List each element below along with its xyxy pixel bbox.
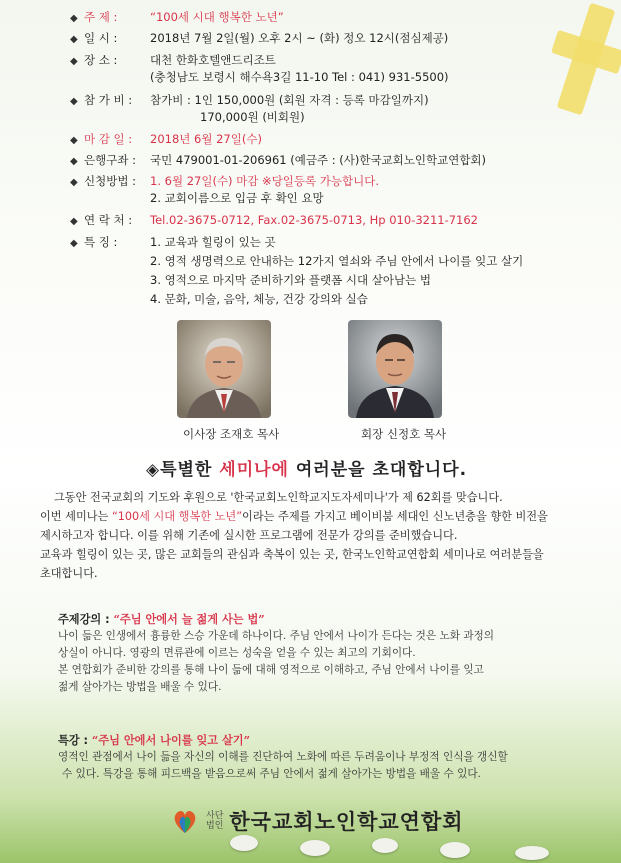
sheep-decoration xyxy=(372,838,398,853)
info-apply: ◆ 신청방법 : 1. 6월 27일(수) 마감 ※당일등록 가능합니다. xyxy=(70,173,379,191)
diamond-icon: ◆ xyxy=(70,13,78,24)
sheep-decoration xyxy=(515,846,549,860)
diamond-icon: ◆ xyxy=(70,34,78,45)
diamond-icon: ◆ xyxy=(70,238,78,249)
info-deadline: ◆ 마 감 일 : 2018년 6월 27일(수) xyxy=(70,131,262,149)
info-datetime: ◆ 일 시 : 2018년 7월 2일(월) 오후 2시 ~ (화) 정오 12시(점심제공) xyxy=(70,30,448,48)
info-bank: ◆ 은행구좌 : 국민 479001-01-206961 (예금주 : (사)한국교회노인학교연합회) xyxy=(70,152,486,170)
org-footer xyxy=(170,806,464,836)
info-place: ◆ 장 소 : 대천 한화호텔앤드리조트 xyxy=(70,52,276,70)
intro-paragraph: 그동안 전국교회의 기도와 후원으로 '한국교회노인학교지도자세미나'가 제 62회를 맞습니다. 이번 세미나는 “100세 시대 행복한 노년”이라는 주제를 가지고 베이비붐 세대인 신노년층을 향한 비전을 제시하고자 합니다. 이를 위해 기존에 실시한 프로그램에 전문가 강의를 준비했습니다. 교육과 힐링이 있는 곳, 많은 교회들의 관심과 축복이 있는 곳, 한국노인학교연합회 세미나로 여러분들을 초대합니다. xyxy=(40,491,548,580)
info-apply-line2: 2. 교회이름으로 입금 후 확인 요망 xyxy=(150,191,324,205)
feature-item: 4. 문화, 미술, 음악, 체능, 건강 강의와 실습 xyxy=(150,292,368,306)
feature-item: 3. 영적으로 마지막 준비하기와 플랫폼 시대 살아남는 법 xyxy=(150,273,431,287)
info-fee-line2: 170,000원 (비회원) xyxy=(200,110,305,124)
chairman-caption: 이사장 조재호 목사 xyxy=(183,427,280,441)
sheep-decoration xyxy=(440,842,470,858)
diamond-icon: ◆ xyxy=(70,135,78,146)
diamond-icon: ◆ xyxy=(70,96,78,107)
sheep-decoration xyxy=(230,835,258,851)
info-fee: ◆ 참 가 비 : 참가비 : 1인 150,000원 (회원 자격 : 등록 마감일까지) xyxy=(70,92,429,110)
diamond-icon: ◆ xyxy=(70,177,78,188)
info-place-line2: (충청남도 보령시 해수욕3길 11-10 Tel : 041) 931-5500) xyxy=(150,70,449,84)
president-photo xyxy=(348,320,442,418)
invitation-headline: ◈특별한 세미나에 여러분을 초대합니다. xyxy=(146,460,468,480)
diamond-icon: ◆ xyxy=(70,156,78,167)
president-caption: 회장 신정호 목사 xyxy=(361,427,447,441)
sheep-decoration xyxy=(300,840,330,856)
diamond-icon: ◆ xyxy=(70,216,78,227)
org-type: 사단 법인 xyxy=(206,811,224,831)
special-lecture: 특강 : “주님 안에서 나이를 잊고 살기” 영적인 관점에서 나이 듦을 자신의 이해를 진단하여 노화에 따른 두려움이나 부정적 인식을 갱신할 수 있다. 특강을 통해 피드백을 받음으로써 주님 안에서 젊게 살아가는 방법을 배울 수 있다. xyxy=(58,733,508,780)
info-features: ◆ 특 징 : 1. 교육과 힐링이 있는 곳 xyxy=(70,234,276,252)
org-logo-icon xyxy=(170,806,200,836)
chairman-photo xyxy=(177,320,271,418)
feature-item: 2. 영적 생명력으로 안내하는 12가지 열쇠와 주님 안에서 나이를 잊고 살기 xyxy=(150,254,524,268)
info-theme: ◆ 주 제 : “100세 시대 행복한 노년” xyxy=(70,9,284,27)
org-name: 한국교회노인학교연합회 xyxy=(229,810,464,834)
main-lecture: 주제강의 : “주님 안에서 늘 젊게 사는 법” 나이 듦은 인생에서 흉륭한 스승 가운데 하나이다. 주님 안에서 나이가 든다는 것은 노화 과정의 상실이 아니다. 영광의 면류관에 이르는 성숙을 얻을 수 있는 최고의 기회이다. 본 연합회가 준비한 강의를 통해 나이 듦에 대해 영적으로 이해하고, 주님 안에서 나이를 잊고 젊게 살아가는 방법을 배울 수 있다. xyxy=(58,612,495,693)
diamond-icon: ◆ xyxy=(70,56,78,67)
info-contact: ◆ 연 락 처 : Tel.02-3675-0712, Fax.02-3675-0713, Hp 010-3211-7162 xyxy=(70,212,478,230)
